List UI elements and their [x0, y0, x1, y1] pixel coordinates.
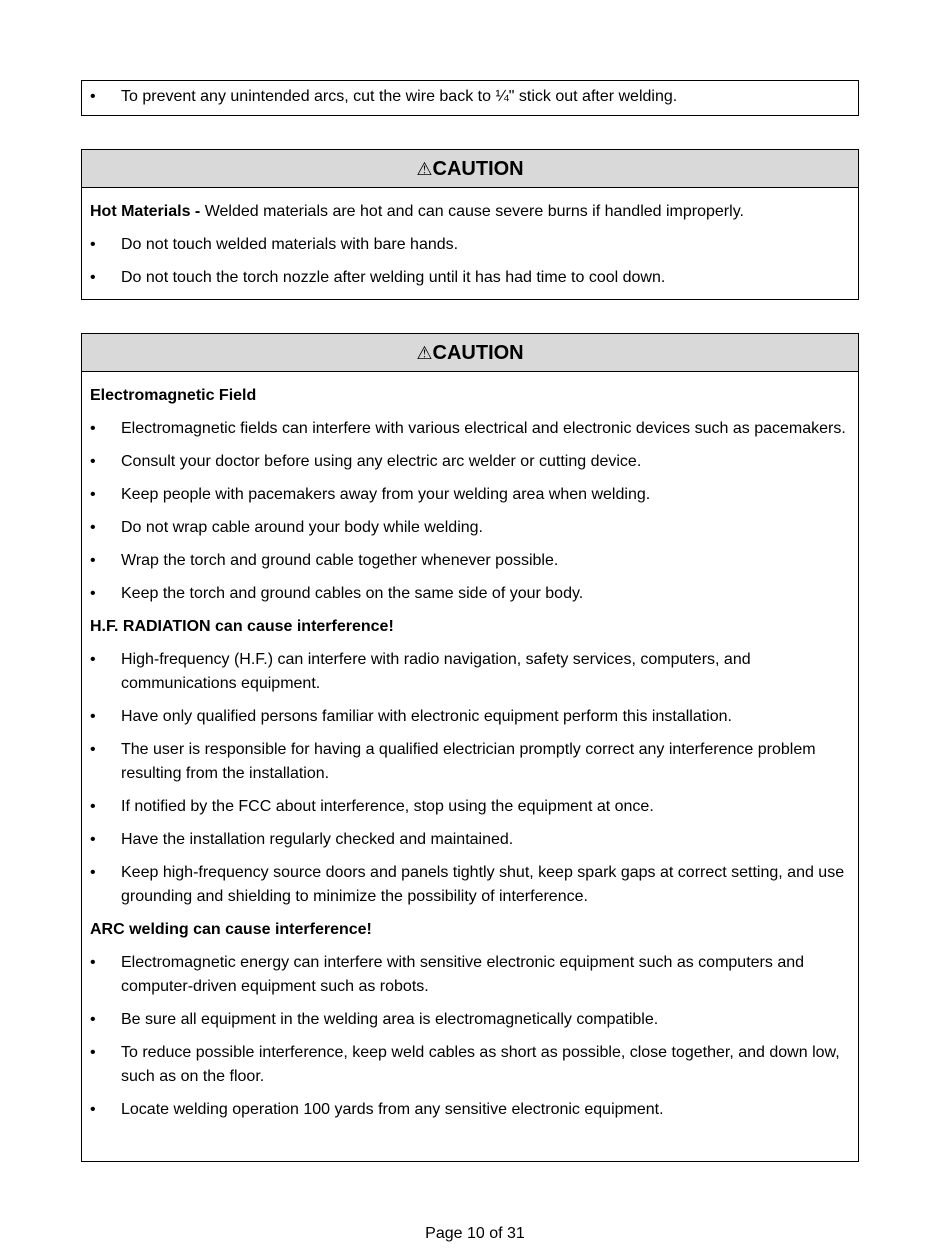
bullet-dot: •: [90, 708, 96, 725]
caution-header: [82, 150, 858, 188]
list-item: [90, 861, 850, 909]
list-item-text: Do not touch the torch nozzle after welding until it has had time to cool down.: [121, 269, 666, 286]
caution-electromagnetic-box: [81, 333, 859, 1162]
list-item: [90, 233, 850, 257]
bullet-dot: •: [90, 831, 96, 848]
list-item-text: Wrap the torch and ground cable together whenever possible.: [121, 552, 559, 569]
bullet-dot: •: [90, 864, 96, 881]
list-item-text: Have the installation regularly checked and maintained.: [121, 831, 514, 848]
list-item-text: Do not wrap cable around your body while welding.: [121, 519, 483, 536]
list-item-text: Locate welding operation 100 yards from any sensitive electronic equipment.: [121, 1101, 664, 1118]
hot-materials-text: Welded materials are hot and can cause severe burns if handled improperly.: [204, 203, 744, 220]
list-item-text: High-frequency (H.F.) can interfere with radio navigation, safety services, computers, and communications equipment.: [121, 651, 751, 692]
list-item: [90, 1041, 850, 1089]
list-item: [90, 483, 850, 507]
section-heading-electromagnetic-field: Electromagnetic Field: [90, 387, 257, 404]
bullet-dot: •: [90, 954, 96, 971]
list-item-text: Electromagnetic energy can interfere with sensitive electronic equipment such as computers and computer-driven equipment such as robots.: [121, 954, 805, 995]
caution-header: [82, 334, 858, 372]
list-item: [90, 1098, 850, 1122]
list-item: [90, 648, 850, 696]
list-item: [90, 738, 850, 786]
list-item-text: Do not touch welded materials with bare hands.: [121, 236, 459, 253]
list-item: [90, 549, 850, 573]
bullet-dot: •: [90, 236, 96, 253]
caution-title: CAUTION: [432, 342, 524, 364]
list-item: [90, 516, 850, 540]
list-item-text: Consult your doctor before using any electric arc welder or cutting device.: [121, 453, 642, 470]
list-item: [90, 951, 850, 999]
bullet-dot: •: [90, 420, 96, 437]
bullet-dot: •: [90, 486, 96, 503]
bullet-dot: •: [90, 552, 96, 569]
list-item: [90, 828, 850, 852]
bullet-dot: •: [90, 519, 96, 536]
list-item-text: Electromagnetic fields can interfere with various electrical and electronic devices such as pacemakers.: [121, 420, 846, 437]
bullet-dot: •: [90, 585, 96, 602]
list-item: [90, 85, 850, 109]
hot-materials-label: Hot Materials -: [90, 203, 205, 220]
bullet-dot: •: [90, 1044, 96, 1061]
list-item-text: Have only qualified persons familiar with electronic equipment perform this installation.: [121, 708, 732, 725]
warning-triangle-icon: ⚠: [416, 343, 433, 363]
list-item: [90, 266, 850, 290]
bullet-dot: •: [90, 798, 96, 815]
caution-title: CAUTION: [432, 158, 524, 180]
list-item-text: Keep people with pacemakers away from your welding area when welding.: [121, 486, 651, 503]
hot-materials-lead: [90, 200, 850, 224]
list-item: [90, 1008, 850, 1032]
warning-triangle-icon: ⚠: [416, 159, 433, 179]
list-item-text: To reduce possible interference, keep weld cables as short as possible, close together, and down low, such as on the floor.: [121, 1044, 840, 1085]
list-item-text: The user is responsible for having a qualified electrician promptly correct any interference problem resulting from the installation.: [121, 741, 816, 782]
page-number: Page 10 of 31: [425, 1225, 525, 1242]
list-item: [90, 417, 850, 441]
bullet-dot: •: [90, 1101, 96, 1118]
bullet-dot: •: [90, 88, 96, 105]
list-item: [90, 450, 850, 474]
list-item-text: Be sure all equipment in the welding area is electromagnetically compatible.: [121, 1011, 659, 1028]
caution-hot-materials-box: [81, 149, 859, 300]
list-item: [90, 795, 850, 819]
bullet-dot: •: [90, 1011, 96, 1028]
bullet-dot: •: [90, 741, 96, 758]
section-heading-arc-welding: ARC welding can cause interference!: [90, 921, 372, 938]
bullet-dot: •: [90, 269, 96, 286]
section-heading-hf-radiation: H.F. RADIATION can cause interference!: [90, 618, 394, 635]
list-item-text: If notified by the FCC about interference, stop using the equipment at once.: [121, 798, 654, 815]
list-item-text: Keep high-frequency source doors and panels tightly shut, keep spark gaps at correct setting, and use grounding and shielding to minimize the possibility of interference.: [121, 864, 845, 905]
bullet-dot: •: [90, 651, 96, 668]
list-item-text: Keep the torch and ground cables on the same side of your body.: [121, 585, 584, 602]
list-item: [90, 582, 850, 606]
safety-note-box: [81, 80, 859, 116]
list-item-text: To prevent any unintended arcs, cut the wire back to ¼" stick out after welding.: [121, 88, 678, 105]
list-item: [90, 705, 850, 729]
bullet-dot: •: [90, 453, 96, 470]
